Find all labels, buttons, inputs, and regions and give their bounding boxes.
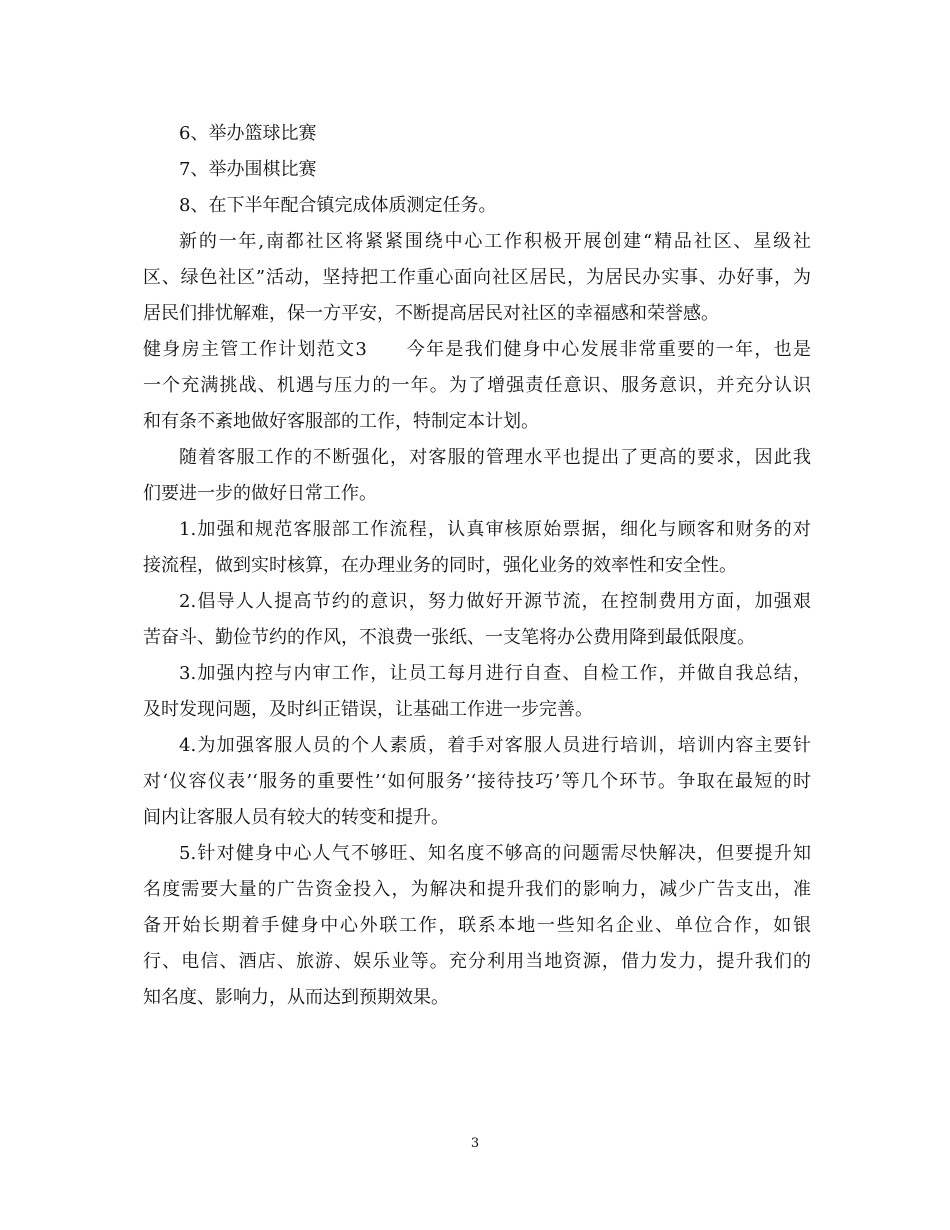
numbered-item-line: 2.倡导人人提高节约的意识，努力做好开源节流，在控制费用方面，加强艰 bbox=[179, 591, 811, 612]
list-item-fitness-test: 8、在下半年配合镇完成体质测定任务。 bbox=[179, 195, 497, 216]
numbered-item-line: 知名度、影响力，从而达到预期效果。 bbox=[143, 987, 449, 1008]
numbered-item-line: 间内让客服人员有较大的转变和提升。 bbox=[143, 807, 449, 828]
numbered-item-line: 对‘仪容仪表’‘服务的重要性’‘如何服务’‘接待技巧’等几个环节。争取在最短的时 bbox=[143, 771, 811, 792]
numbered-item-line: 行、电信、酒店、旅游、娱乐业等。充分利用当地资源，借力发力，提升我们的 bbox=[143, 951, 811, 972]
page-number: 3 bbox=[470, 1136, 480, 1151]
paragraph-line: 们要进一步的做好日常工作。 bbox=[143, 483, 377, 504]
list-item-go-chess: 7、举办围棋比赛 bbox=[179, 159, 317, 180]
numbered-item-line: 3.加强内控与内审工作，让员工每月进行自查、自检工作，并做自我总结， bbox=[179, 663, 811, 684]
paragraph-line: 新的一年,南都社区将紧紧围绕中心工作积极开展创建“精品社区、星级社 bbox=[179, 231, 811, 252]
paragraph-line: 一个充满挑战、机遇与压力的一年。为了增强责任意识、服务意识，并充分认识 bbox=[143, 375, 811, 396]
document-body bbox=[143, 116, 811, 1016]
numbered-item-line: 备开始长期着手健身中心外联工作，联系本地一些知名企业、单位合作，如银 bbox=[143, 915, 811, 936]
numbered-item-line: 1.加强和规范客服部工作流程，认真审核原始票据，细化与顾客和财务的对 bbox=[179, 519, 811, 540]
numbered-item-line: 接流程，做到实时核算，在办理业务的同时，强化业务的效率性和安全性。 bbox=[143, 555, 737, 576]
numbered-item-line: 苦奋斗、勤俭节约的作风，不浪费一张纸、一支笔将办公费用降到最低限度。 bbox=[143, 627, 755, 648]
numbered-item-line: 4.为加强客服人员的个人素质，着手对客服人员进行培训，培训内容主要针 bbox=[179, 735, 811, 756]
paragraph-line: 随着客服工作的不断强化，对客服的管理水平也提出了更高的要求，因此我 bbox=[179, 447, 811, 468]
paragraph-line: 和有条不紊地做好客服部的工作，特制定本计划。 bbox=[143, 411, 539, 432]
numbered-item-line: 5.针对健身中心人气不够旺、知名度不够高的问题需尽快解决，但要提升知 bbox=[179, 843, 811, 864]
paragraph-line: 区、绿色社区”活动，坚持把工作重心面向社区居民，为居民办实事、办好事，为 bbox=[143, 267, 811, 288]
section-heading-line: 健身房主管工作计划范文3 今年是我们健身中心发展非常重要的一年，也是 bbox=[143, 339, 811, 360]
list-item-basketball: 6、举办篮球比赛 bbox=[179, 123, 317, 144]
numbered-item-line: 及时发现问题，及时纠正错误，让基础工作进一步完善。 bbox=[143, 699, 593, 720]
paragraph-line: 居民们排忧解难，保一方平安，不断提高居民对社区的幸福感和荣誉感。 bbox=[143, 303, 719, 324]
numbered-item-line: 名度需要大量的广告资金投入，为解决和提升我们的影响力，减少广告支出，准 bbox=[143, 879, 811, 900]
